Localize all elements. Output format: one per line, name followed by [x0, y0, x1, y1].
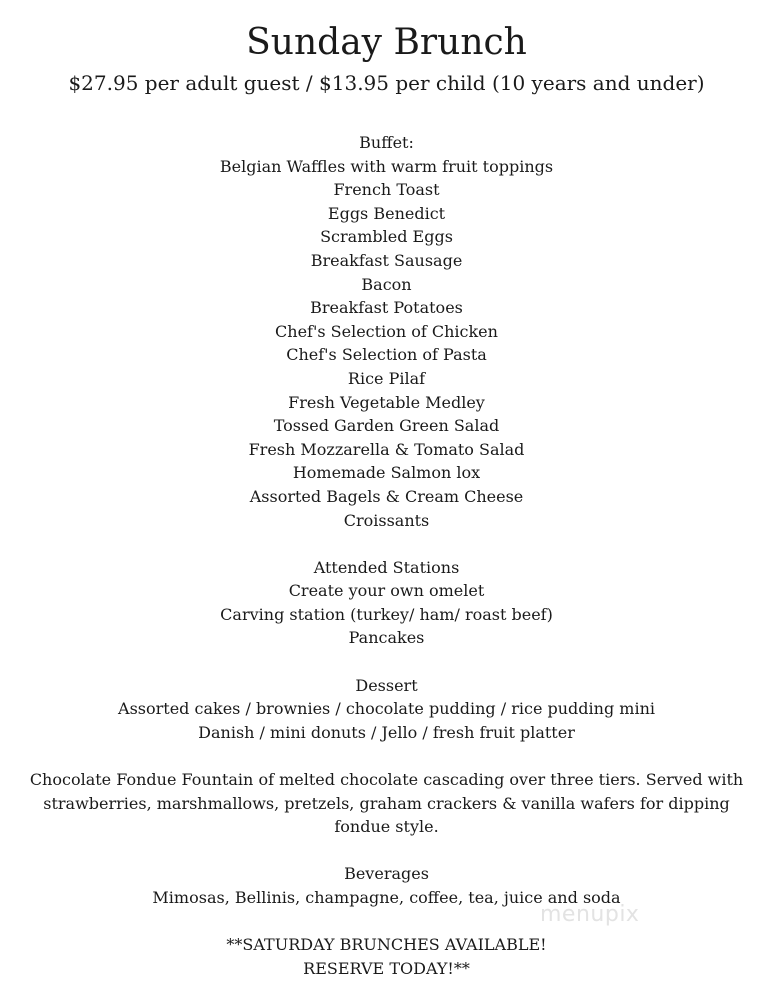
buffet-item: Fresh Vegetable Medley — [288, 392, 485, 412]
buffet-item: Rice Pilaf — [347, 368, 426, 388]
buffet-item: Chef's Selection of Chicken — [275, 321, 498, 341]
beverages-heading: Beverages — [344, 864, 429, 884]
buffet-item: Chef's Selection of Pasta — [286, 345, 487, 365]
buffet-item: Eggs Benedict — [327, 203, 446, 223]
buffet-item: Homemade Salmon lox — [292, 463, 481, 483]
buffet-item: Tossed Garden Green Salad — [273, 416, 500, 436]
buffet-item: Breakfast Sausage — [310, 250, 463, 270]
fondue-description: Chocolate Fondue Fountain of melted chocolate cascading over three tiers. Served with strawberries, marshmallows, pretzels, graham crackers & vanilla wafers for dipping fondue style. — [29, 770, 744, 837]
buffet-item: Fresh Mozzarella & Tomato Salad — [248, 439, 525, 459]
reserve-note: RESERVE TODAY!** — [303, 958, 470, 978]
buffet-heading: Buffet: — [359, 133, 414, 152]
dessert-item: Danish / mini donuts / Jello / fresh fruit platter — [198, 722, 575, 742]
price-line: $27.95 per adult guest / $13.95 per child (10 years and under) — [68, 71, 705, 95]
section-spacer — [0, 650, 773, 674]
buffet-item: Belgian Waffles with warm fruit toppings — [219, 156, 554, 176]
menupix-watermark: menupix — [540, 902, 640, 927]
page-title: Sunday Brunch — [246, 22, 527, 63]
buffet-item: Assorted Bagels & Cream Cheese — [249, 486, 524, 506]
buffet-item: Bacon — [361, 274, 412, 294]
station-item: Pancakes — [348, 628, 425, 648]
section-spacer — [0, 910, 773, 934]
menu-body — [0, 131, 773, 980]
buffet-item: Croissants — [343, 510, 430, 530]
buffet-item: French Toast — [333, 180, 440, 200]
stations-heading: Attended Stations — [313, 557, 460, 577]
beverage-item: Mimosas, Bellinis, champagne, coffee, tea, juice and soda — [152, 888, 621, 907]
section-spacer — [0, 532, 773, 556]
saturday-brunch-note: **SATURDAY BRUNCHES AVAILABLE! — [226, 935, 547, 955]
station-item: Carving station (turkey/ ham/ roast beef) — [220, 604, 553, 624]
section-spacer — [0, 744, 773, 768]
dessert-item: Assorted cakes / brownies / chocolate pudding / rice pudding mini — [118, 699, 655, 719]
buffet-item: Breakfast Potatoes — [310, 298, 463, 318]
dessert-heading: Dessert — [355, 675, 418, 695]
buffet-item: Scrambled Eggs — [320, 227, 453, 247]
station-item: Create your own omelet — [288, 581, 485, 601]
section-spacer — [0, 839, 773, 863]
